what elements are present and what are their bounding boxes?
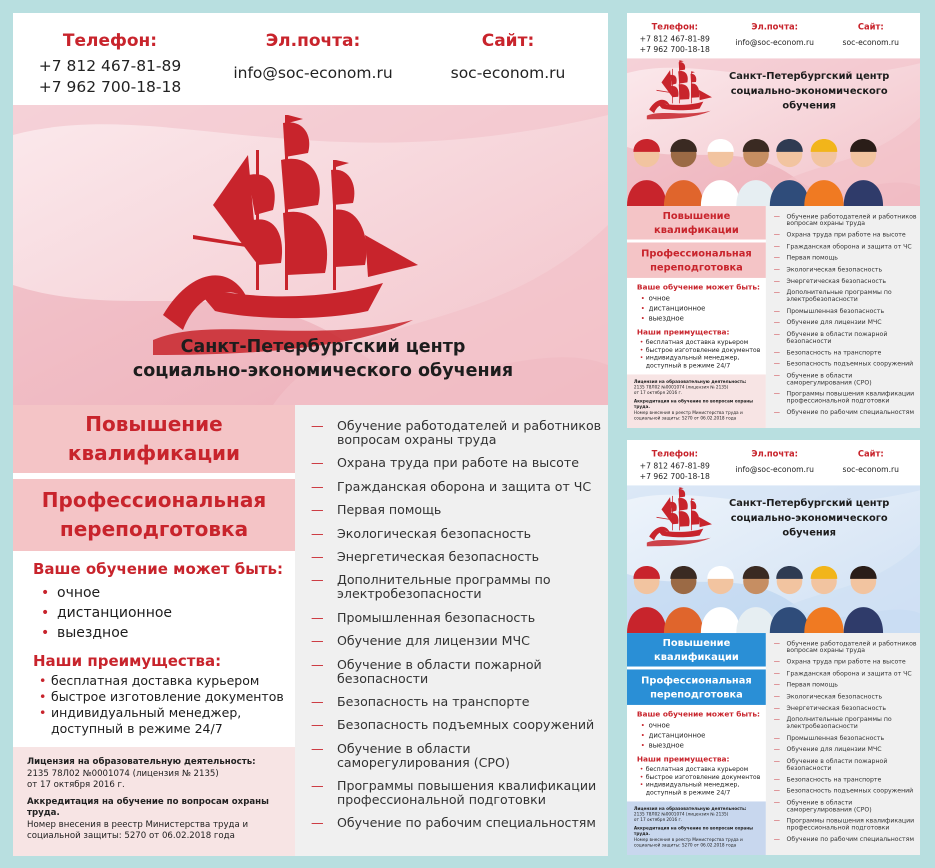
study-forms — [637, 709, 760, 750]
phone-label: Телефон: — [651, 21, 698, 32]
worker-figure — [627, 139, 666, 206]
course-item[interactable]: — Программы повышения квалификации профессиональной подготовки — [774, 390, 918, 404]
study-item: • дистанционное — [637, 304, 760, 314]
accreditation-title: Аккредитация на обучение по вопросам охраны труда. — [27, 796, 269, 818]
course-item[interactable]: — Обучение работодателей и работников вопросам охраны труда — [774, 213, 918, 227]
course-item[interactable]: — Промышленная безопасность — [774, 734, 918, 741]
advantages — [33, 652, 289, 737]
qualification-panel[interactable] — [13, 405, 295, 473]
study-item: • дистанционное — [33, 603, 283, 623]
course-item[interactable]: — Энергетическая безопасность — [774, 704, 918, 711]
email-label: Эл.почта: — [265, 31, 361, 51]
worker-figure — [664, 566, 703, 633]
license-title: Лицензия на образовательную деятельность: — [633, 806, 747, 812]
course-item[interactable]: — Обучение по рабочим специальностям — [774, 836, 918, 843]
courses-column — [295, 405, 608, 856]
qualification-label: квалификации — [654, 650, 739, 663]
course-item[interactable]: — Охрана труда при работе на высоте — [311, 456, 603, 470]
course-item[interactable]: — Обучение по рабочим специальностям — [311, 816, 603, 830]
qualification-label: квалификации — [67, 441, 241, 465]
site-block — [834, 449, 908, 475]
advantage-item: • быстрое изготовление документов — [33, 689, 289, 705]
contacts-bar — [627, 440, 920, 485]
advantages-list — [637, 765, 763, 797]
worker-figure — [804, 139, 843, 206]
courses-column — [766, 633, 920, 855]
retraining-panel[interactable] — [13, 479, 295, 551]
retraining-label: переподготовка — [59, 517, 249, 541]
advantage-item: • бесплатная доставка курьером — [637, 338, 763, 346]
worker-figure — [627, 566, 666, 633]
hero-banner — [627, 485, 920, 633]
advantages — [637, 755, 763, 797]
study-item: • очное — [33, 583, 283, 603]
course-item[interactable]: — Первая помощь — [774, 681, 918, 688]
course-item[interactable]: — Первая помощь — [311, 503, 603, 517]
retraining-label: переподготовка — [650, 688, 743, 701]
course-item[interactable]: — Гражданская оборона и защита от ЧС — [774, 243, 918, 250]
workers-illustration — [627, 117, 920, 206]
email-link[interactable]: info@soc-econom.ru — [735, 465, 814, 474]
license-number: 2135 78Л02 №0001074 (лицензия № 2135) — [633, 812, 729, 817]
license-date: от 17 октября 2016 г. — [633, 817, 683, 823]
qualification-label: Повышение — [662, 209, 731, 222]
center-title-line: Санкт-Петербургский центр — [729, 496, 890, 509]
retraining-panel[interactable] — [627, 242, 766, 277]
advantages — [637, 328, 763, 370]
left-column — [627, 633, 766, 855]
license-title: Лицензия на образовательную деятельность: — [27, 757, 256, 767]
flyer-main-pink — [13, 13, 608, 856]
center-title — [706, 495, 913, 539]
course-item[interactable]: — Обучение в области саморегулирования (СРО) — [774, 372, 918, 386]
accreditation-title: Аккредитация на обучение по вопросам охраны труда. — [633, 825, 754, 837]
retraining-label: Профессиональная — [41, 488, 267, 512]
retraining-label: переподготовка — [650, 261, 743, 274]
course-item[interactable]: — Безопасность на транспорте — [774, 776, 918, 783]
license-info — [627, 374, 766, 428]
email-link[interactable]: info@soc-econom.ru — [735, 38, 814, 47]
worker-figure — [736, 139, 775, 206]
contacts-bar — [13, 13, 608, 105]
email-label: Эл.почта: — [751, 21, 799, 32]
course-item[interactable]: — Гражданская оборона и защита от ЧС — [774, 670, 918, 677]
qualification-panel[interactable] — [627, 206, 766, 239]
accreditation-title: Аккредитация на обучение по вопросам охраны труда. — [633, 398, 754, 410]
retraining-panel[interactable] — [627, 669, 766, 704]
center-title-line: социально-экономического обучения — [730, 84, 888, 111]
course-item[interactable]: — Охрана труда при работе на высоте — [774, 231, 918, 238]
phone-number[interactable]: +7 812 467-81-89 — [639, 461, 710, 471]
worker-figure — [701, 139, 740, 206]
license-date: от 17 октября 2016 г. — [27, 780, 125, 790]
phone-number[interactable]: +7 812 467-81-89 — [38, 57, 182, 75]
flyer-preview-pink — [627, 13, 920, 428]
advantage-item: • индивидуальный менеджер, доступный в режиме 24/7 — [637, 354, 763, 370]
phone-label: Телефон: — [62, 31, 158, 51]
advantages-heading: Наши преимущества: — [33, 652, 222, 670]
license-title: Лицензия на образовательную деятельность: — [633, 379, 747, 385]
course-item[interactable]: — Безопасность на транспорте — [774, 349, 918, 356]
course-item[interactable]: — Обучение в области саморегулирования (СРО) — [311, 742, 603, 770]
course-item[interactable]: — Энергетическая безопасность — [774, 277, 918, 284]
worker-figure — [844, 139, 883, 206]
phone-number[interactable]: +7 812 467-81-89 — [639, 34, 710, 44]
advantages-heading: Наши преимущества: — [636, 327, 730, 337]
center-title-line: социально-экономического обучения — [132, 361, 514, 381]
worker-figure — [736, 566, 775, 633]
left-column — [13, 405, 295, 856]
hero-banner — [627, 58, 920, 206]
course-item[interactable]: — Обучение для лицензии МЧС — [774, 319, 918, 326]
course-item[interactable]: — Обучение для лицензии МЧС — [774, 746, 918, 753]
course-item[interactable]: — Промышленная безопасность — [774, 307, 918, 314]
course-item[interactable]: — Программы повышения квалификации профессиональной подготовки — [774, 817, 918, 831]
course-item[interactable]: — Обучение по рабочим специальностям — [774, 409, 918, 416]
phone-number[interactable]: +7 962 700-18-18 — [38, 78, 182, 96]
advantage-item: • индивидуальный менеджер, доступный в режиме 24/7 — [637, 781, 763, 797]
study-item: • выездное — [33, 623, 283, 643]
registry-number: Номер внесения в реестр Министерства труда и социальной защиты: 5270 от 06.02.2018 года — [27, 819, 249, 841]
advantage-item: • бесплатная доставка курьером — [637, 765, 763, 773]
site-label: Сайт: — [857, 21, 884, 32]
worker-figure — [701, 566, 740, 633]
center-title-line: социально-экономического обучения — [730, 511, 888, 538]
course-item[interactable]: — Экологическая безопасность — [774, 693, 918, 700]
registry-number: Номер внесения в реестр Министерства труда и социальной защиты: 5270 от 06.02.2018 года — [633, 837, 743, 848]
phone-block — [638, 22, 712, 55]
study-heading: Ваше обучение может быть: — [636, 709, 760, 719]
phone-block — [638, 449, 712, 482]
courses-list — [311, 419, 603, 840]
worker-figure — [804, 566, 843, 633]
course-item[interactable]: — Дополнительные программы по электробезопасности — [311, 573, 603, 601]
study-forms — [637, 282, 760, 323]
study-item: • очное — [637, 294, 760, 304]
site-link[interactable]: soc-econom.ru — [450, 64, 566, 82]
courses-list — [774, 213, 918, 420]
phone-label: Телефон: — [651, 448, 698, 459]
center-title — [113, 335, 533, 383]
course-item[interactable]: — Дополнительные программы по электробезопасности — [774, 289, 918, 303]
study-item: • дистанционное — [637, 731, 760, 741]
course-item[interactable]: — Охрана труда при работе на высоте — [774, 658, 918, 665]
advantages-list — [33, 673, 289, 737]
center-title-line: Санкт-Петербургский центр — [729, 69, 890, 82]
course-item[interactable]: — Обучение в области пожарной безопасности — [311, 658, 603, 686]
course-item[interactable]: — Первая помощь — [774, 254, 918, 261]
worker-figure — [770, 139, 809, 206]
course-item[interactable]: — Обучение для лицензии МЧС — [311, 634, 603, 648]
advantages-heading: Наши преимущества: — [636, 754, 730, 764]
site-block — [834, 22, 908, 48]
phone-block — [35, 31, 185, 98]
course-item[interactable]: — Безопасность подъемных сооружений — [311, 718, 603, 732]
course-item[interactable]: — Безопасность на транспорте — [311, 695, 603, 709]
qualification-label: квалификации — [654, 223, 739, 236]
phone-number[interactable]: +7 962 700-18-18 — [639, 472, 710, 481]
worker-figure — [844, 566, 883, 633]
email-block — [730, 449, 819, 475]
retraining-label: Профессиональная — [641, 673, 752, 686]
email-link[interactable]: info@soc-econom.ru — [233, 64, 393, 82]
email-block — [223, 31, 403, 84]
course-item[interactable]: — Гражданская оборона и защита от ЧС — [311, 480, 603, 494]
course-item[interactable]: — Промышленная безопасность — [311, 611, 603, 625]
advantage-item: • индивидуальный менеджер, доступный в режиме 24/7 — [33, 705, 289, 737]
course-item[interactable]: — Обучение работодателей и работников вопросам охраны труда — [311, 419, 603, 447]
advantage-item: • быстрое изготовление документов — [637, 346, 763, 354]
site-block — [433, 31, 583, 84]
course-item[interactable]: — Обучение в области пожарной безопасности — [774, 330, 918, 344]
retraining-label: Профессиональная — [641, 246, 752, 259]
site-link[interactable]: soc-econom.ru — [842, 465, 900, 474]
course-item[interactable]: — Энергетическая безопасность — [311, 550, 603, 564]
email-label: Эл.почта: — [751, 448, 799, 459]
course-item[interactable]: — Программы повышения квалификации профессиональной подготовки — [311, 779, 603, 807]
courses-list — [774, 640, 918, 847]
study-heading: Ваше обучение может быть: — [33, 560, 283, 578]
license-info — [13, 747, 295, 856]
course-item[interactable]: — Безопасность подъемных сооружений — [774, 360, 918, 367]
flyer-preview-blue — [627, 440, 920, 855]
study-list — [33, 583, 283, 643]
license-number: 2135 78Л02 №0001074 (лицензия № 2135) — [633, 385, 729, 390]
study-heading: Ваше обучение может быть: — [636, 282, 760, 292]
ship-logo-icon — [153, 115, 453, 355]
hero-banner — [13, 105, 608, 405]
phone-number[interactable]: +7 962 700-18-18 — [639, 45, 710, 54]
advantage-item: • быстрое изготовление документов — [637, 773, 763, 781]
advantages-list — [637, 338, 763, 370]
course-item[interactable]: — Обучение работодателей и работников вопросам охраны труда — [774, 640, 918, 654]
course-item[interactable]: — Экологическая безопасность — [774, 266, 918, 273]
course-item[interactable]: — Экологическая безопасность — [311, 527, 603, 541]
license-date: от 17 октября 2016 г. — [633, 390, 683, 396]
course-item[interactable]: — Безопасность подъемных сооружений — [774, 787, 918, 794]
worker-figure — [770, 566, 809, 633]
registry-number: Номер внесения в реестр Министерства труда и социальной защиты: 5270 от 06.02.2018 года — [633, 410, 743, 421]
qualification-label: Повышение — [662, 636, 731, 649]
course-item[interactable]: — Обучение в области саморегулирования (СРО) — [774, 799, 918, 813]
study-item: • очное — [637, 721, 760, 731]
site-label: Сайт: — [857, 448, 884, 459]
qualification-label: Повышение — [85, 412, 223, 436]
license-info — [627, 801, 766, 855]
contacts-bar — [627, 13, 920, 58]
study-forms — [33, 560, 283, 643]
courses-column — [766, 206, 920, 428]
site-link[interactable]: soc-econom.ru — [842, 38, 900, 47]
study-item: • выездное — [637, 313, 760, 323]
course-item[interactable]: — Обучение в области пожарной безопасности — [774, 757, 918, 771]
qualification-panel[interactable] — [627, 633, 766, 666]
advantage-item: • бесплатная доставка курьером — [33, 673, 289, 689]
license-number: 2135 78Л02 №0001074 (лицензия № 2135) — [27, 768, 219, 779]
center-title — [706, 68, 913, 112]
center-title-line: Санкт-Петербургский центр — [180, 337, 466, 357]
study-item: • выездное — [637, 740, 760, 750]
worker-figure — [664, 139, 703, 206]
workers-illustration — [627, 544, 920, 633]
study-list — [637, 721, 760, 751]
email-block — [730, 22, 819, 48]
site-label: Сайт: — [481, 31, 535, 51]
course-item[interactable]: — Дополнительные программы по электробезопасности — [774, 716, 918, 730]
study-list — [637, 294, 760, 324]
left-column — [627, 206, 766, 428]
